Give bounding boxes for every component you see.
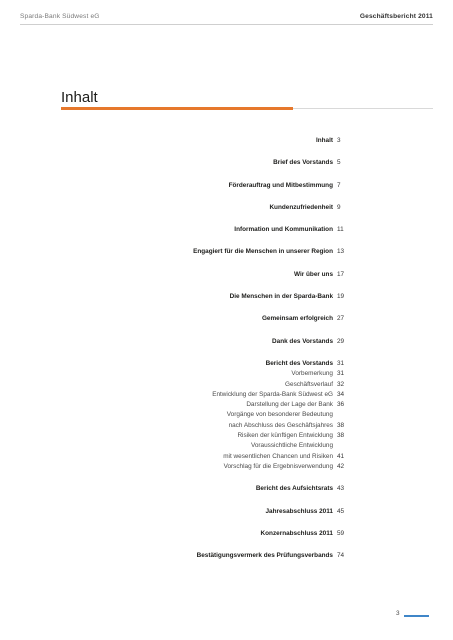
toc-entry-page: 45 [337,507,345,515]
toc-entry-label: Jahresabschluss 2011 [265,507,333,515]
toc-entry[interactable] [140,380,350,390]
toc-entry-page: 43 [337,485,345,493]
toc-entry-page: 3 [337,137,341,144]
toc-entry-page: 27 [337,315,345,323]
toc-entry-page: 13 [337,248,345,256]
toc-entry-label: Vorgänge von besonderer Bedeutung [226,411,333,419]
toc-entry-label: Förderauftrag und Mitbestimmung [228,181,333,189]
toc-entry-label: Dank des Vorstands [272,337,333,345]
toc-entry-page: 19 [337,293,345,301]
toc-entry[interactable] [140,292,350,302]
toc-entry[interactable] [140,181,350,191]
toc-entry-page: 34 [337,390,345,398]
toc-entry-label: Vorschlag für die Ergebnisverwendung [223,462,333,470]
toc-entry[interactable] [140,203,350,213]
toc-entry[interactable] [140,369,350,379]
toc-entry-label: Risiken der künftigen Entwicklung [237,432,333,440]
toc-entry-label: Information und Kommunikation [234,226,333,234]
toc-entry[interactable] [140,507,350,517]
header-divider [20,24,433,25]
toc-entry-label: Gemeinsam erfolgreich [261,315,333,323]
toc-entry[interactable] [140,410,350,420]
toc-entry-label: Kundenzufriedenheit [269,203,333,211]
toc-entry-page: 38 [337,432,345,440]
toc-entry-page: 9 [337,203,341,211]
toc-entry-page: 74 [337,552,345,560]
toc-entry-label: Vorbemerkung [291,370,333,378]
toc-entry-label: Die Menschen in der Sparda-Bank [229,293,333,301]
toc-entry-label: mit wesentlichen Chancen und Risiken [223,452,333,460]
toc-entry-label: Voraussichtliche Entwicklung [250,442,333,450]
toc-entry-label: Geschäftsverlauf [285,380,333,388]
toc-entry-label: Konzernabschluss 2011 [260,529,333,537]
toc-entry-page: 29 [337,337,345,345]
toc-entry[interactable] [140,158,350,168]
table-of-contents [140,136,350,561]
toc-entry-label: Darstellung der Lage der Bank [246,401,333,409]
toc-entry[interactable] [140,421,350,431]
footer-page-number: 3 [396,610,400,617]
toc-entry[interactable] [140,484,350,494]
toc-entry-label: Wir über uns [294,270,333,278]
toc-entry-label: Engagiert für die Menschen in unserer Region [193,248,333,256]
toc-entry-page: 38 [337,421,345,429]
toc-entry-label: Bericht des Aufsichtsrats [255,485,333,493]
toc-entry-label: Inhalt [315,137,333,144]
toc-entry[interactable] [140,136,350,146]
toc-entry-page: 59 [337,529,345,537]
toc-entry[interactable] [140,390,350,400]
toc-entry-page: 17 [337,270,345,278]
toc-entry-label: Bericht des Vorstands [265,359,333,367]
header-bank-name: Sparda-Bank Südwest eG [20,13,100,20]
toc-entry[interactable] [140,359,350,369]
title-accent-bar [61,107,293,110]
page-title: Inhalt [61,89,98,106]
toc-entry-page: 36 [337,401,345,409]
toc-entry[interactable] [140,441,350,451]
toc-entry[interactable] [140,452,350,462]
toc-entry[interactable] [140,431,350,441]
toc-entry-page: 42 [337,462,345,470]
toc-entry[interactable] [140,400,350,410]
footer-accent-bar [404,615,429,617]
toc-entry[interactable] [140,462,350,472]
header-report-title: Geschäftsbericht 2011 [359,13,433,20]
toc-entry-page: 41 [337,452,345,460]
toc-entry[interactable] [140,314,350,324]
toc-entry[interactable] [140,551,350,561]
toc-entry-label: nach Abschluss des Geschäftsjahres [228,421,333,429]
toc-entry[interactable] [140,225,350,235]
toc-entry-page: 32 [337,380,345,388]
toc-entry-label: Brief des Vorstands [273,159,333,167]
toc-entry-page: 31 [337,359,345,367]
toc-entry[interactable] [140,270,350,280]
toc-entry[interactable] [140,247,350,257]
toc-entry[interactable] [140,337,350,347]
toc-entry-page: 5 [337,159,341,167]
toc-entry-page: 31 [337,370,345,378]
toc-entry-label: Bestätigungsvermerk des Prüfungsverbands [196,552,333,560]
toc-entry-page: 11 [337,226,344,234]
toc-entry[interactable] [140,529,350,539]
toc-entry-label: Entwicklung der Sparda-Bank Südwest eG [212,390,333,398]
toc-entry-page: 7 [337,181,341,189]
